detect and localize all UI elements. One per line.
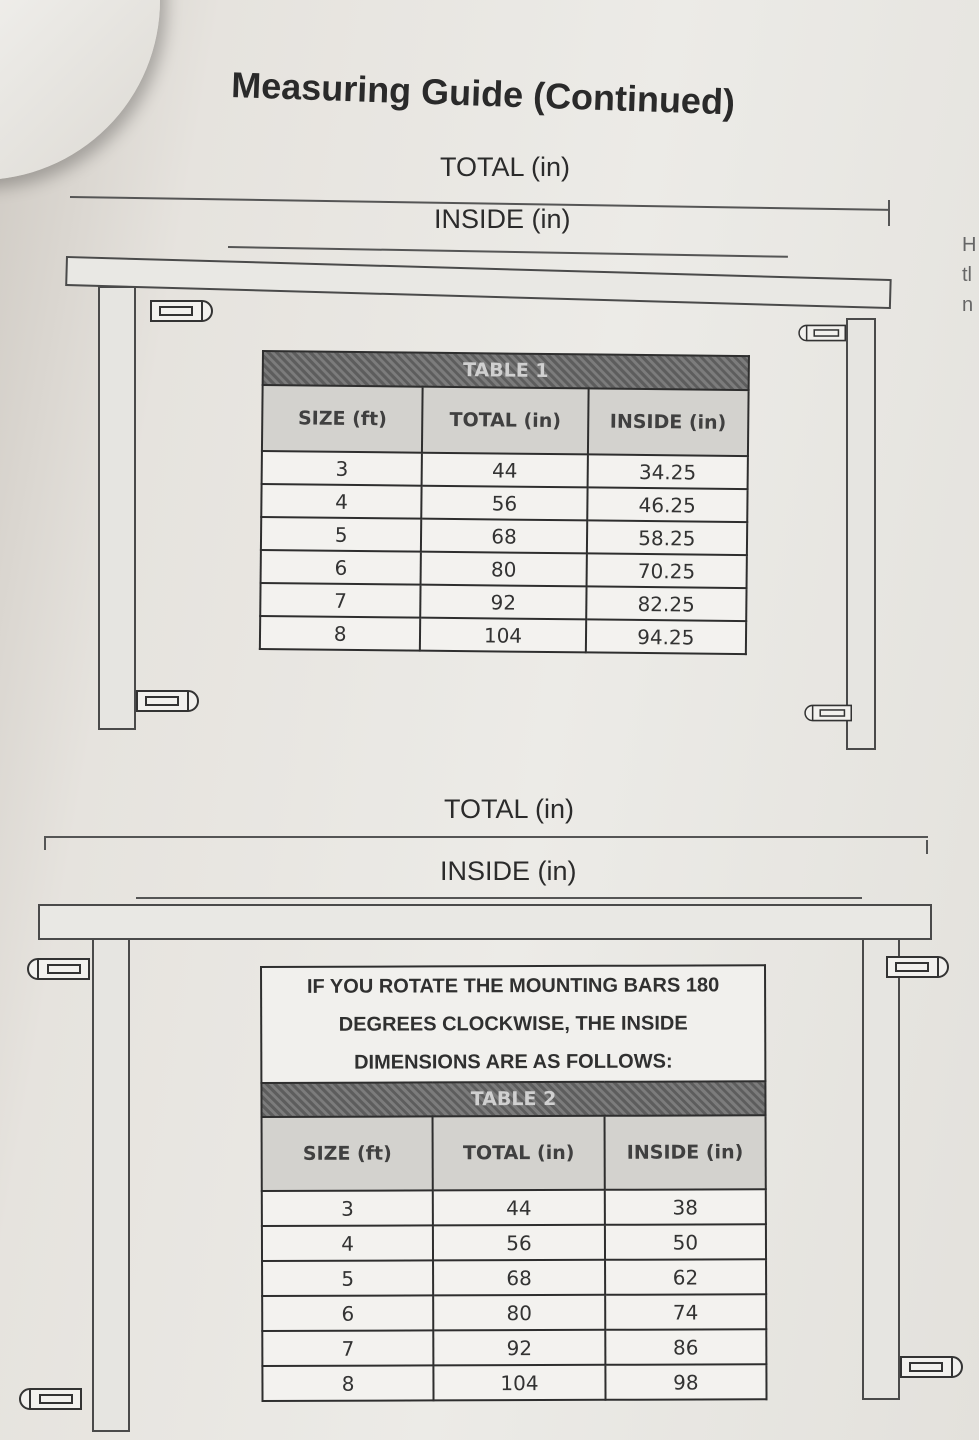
table-row: [261, 550, 747, 588]
column-header-size: SIZE (ft): [262, 1116, 434, 1191]
bottom-total-tick-left: [44, 836, 46, 850]
inside-cell: 82.25: [586, 586, 747, 621]
total-cell: 44: [433, 1190, 604, 1226]
top-total-label: TOTAL (in): [440, 152, 571, 182]
table-row: [261, 517, 747, 555]
edge-fragment: H: [962, 234, 977, 256]
inside-cell: 62: [605, 1259, 766, 1295]
bottom-total-label: TOTAL (in): [444, 794, 575, 824]
table-caption: TABLE 1: [263, 351, 749, 390]
edge-fragment: tl: [962, 264, 972, 286]
top-inside-dimension-line: [228, 246, 788, 258]
edge-fragment: n: [962, 294, 974, 316]
total-cell: 80: [434, 1295, 605, 1331]
table-row: [260, 583, 746, 621]
page-title: Measuring Guide (Continued): [230, 64, 736, 123]
inside-cell: 86: [605, 1329, 766, 1365]
mounting-bracket-icon: [16, 958, 90, 980]
mounting-bracket-icon: [150, 300, 224, 322]
bottom-right-post: [862, 938, 900, 1400]
bottom-left-post: [92, 938, 130, 1432]
bottom-total-tick-right: [926, 840, 928, 854]
size-cell: 3: [262, 451, 423, 486]
size-cell: 5: [262, 1260, 433, 1296]
size-cell: 8: [260, 616, 421, 651]
table-row: [260, 616, 746, 654]
table-1: [259, 350, 750, 655]
total-cell: 44: [422, 453, 588, 488]
inside-cell: 46.25: [587, 487, 748, 522]
mounting-bracket-icon: [886, 956, 960, 978]
table-2: [260, 964, 768, 1402]
total-cell: 80: [421, 552, 587, 587]
mounting-bracket-icon: [790, 322, 846, 344]
note-line: IF YOU ROTATE THE MOUNTING BARS 180: [306, 974, 720, 998]
top-total-tick: [888, 200, 890, 226]
bottom-inside-label: INSIDE (in): [440, 856, 577, 886]
table-row: [262, 1294, 766, 1331]
table-row: [262, 451, 748, 489]
inside-cell: 94.25: [585, 619, 746, 654]
size-cell: 3: [262, 1190, 433, 1226]
total-cell: 104: [420, 618, 586, 653]
table-row: [262, 1364, 766, 1401]
size-cell: 6: [262, 1295, 433, 1331]
size-cell: 5: [261, 517, 422, 552]
bottom-gate-rail: [38, 904, 932, 940]
column-header-inside: INSIDE (in): [588, 388, 749, 456]
mounting-bracket-icon: [8, 1388, 82, 1410]
note-line: DEGREES CLOCKWISE, THE INSIDE: [338, 1012, 688, 1036]
size-cell: 4: [262, 1225, 433, 1261]
top-inside-label: INSIDE (in): [434, 204, 571, 234]
column-header-inside: INSIDE (in): [604, 1115, 766, 1190]
total-cell: 56: [433, 1225, 604, 1261]
table-row: [262, 1189, 766, 1226]
rotation-note: [261, 965, 765, 1083]
inside-cell: 34.25: [587, 454, 748, 489]
size-cell: 8: [262, 1365, 433, 1401]
mounting-bracket-icon: [900, 1356, 974, 1378]
column-header-total: TOTAL (in): [433, 1116, 605, 1191]
total-cell: 92: [434, 1330, 605, 1366]
total-cell: 104: [434, 1365, 605, 1401]
top-right-post: [846, 318, 876, 750]
mounting-bracket-icon: [136, 690, 210, 712]
bottom-total-dimension-line: [44, 836, 928, 838]
table-row: [262, 1224, 766, 1261]
total-cell: 68: [433, 1260, 604, 1296]
table-row: [261, 484, 747, 522]
inside-cell: 58.25: [586, 520, 747, 555]
bottom-inside-dimension-line: [136, 897, 862, 899]
mounting-bracket-icon: [796, 702, 852, 724]
top-left-post: [98, 286, 136, 730]
table-row: [262, 1259, 766, 1296]
total-cell: 68: [421, 519, 587, 554]
size-cell: 7: [260, 583, 421, 618]
size-cell: 6: [261, 550, 422, 585]
inside-cell: 50: [605, 1224, 766, 1260]
size-cell: 4: [261, 484, 422, 519]
total-cell: 92: [421, 585, 587, 620]
size-cell: 7: [262, 1330, 433, 1366]
column-header-total: TOTAL (in): [422, 387, 588, 455]
table-row: [262, 1329, 766, 1366]
inside-cell: 70.25: [586, 553, 747, 588]
inside-cell: 74: [605, 1294, 766, 1330]
inside-cell: 38: [605, 1189, 766, 1225]
inside-cell: 98: [605, 1364, 766, 1400]
total-cell: 56: [422, 486, 588, 521]
previous-page-curl: [0, 0, 160, 180]
table-caption: TABLE 2: [261, 1081, 765, 1117]
next-page-edge-text: [962, 230, 976, 320]
note-line: DIMENSIONS ARE AS FOLLOWS:: [354, 1050, 673, 1074]
column-header-size: SIZE (ft): [262, 385, 423, 453]
